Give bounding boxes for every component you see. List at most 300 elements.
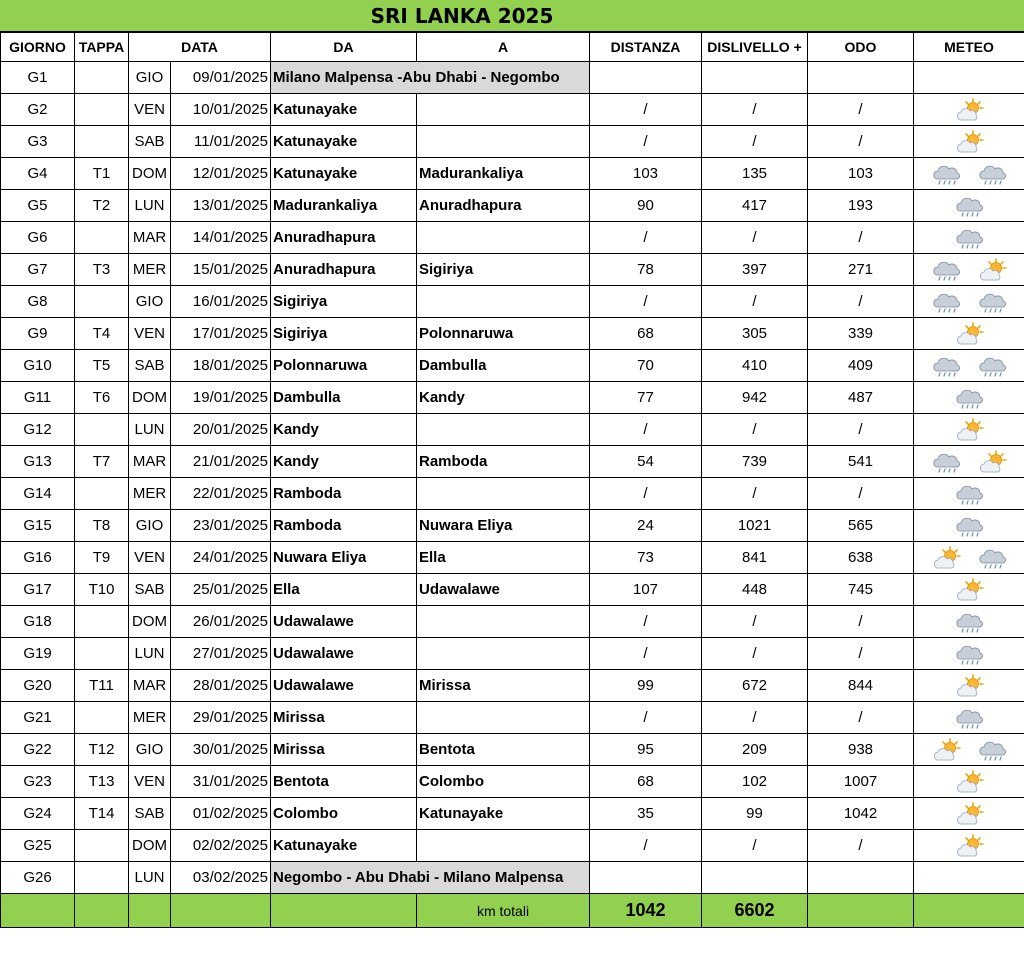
cell-weekday: MAR — [129, 670, 171, 702]
cell-da: Ramboda — [271, 478, 417, 510]
cell-weekday: SAB — [129, 574, 171, 606]
table-row — [1, 94, 1024, 126]
cell-distanza: / — [590, 414, 702, 446]
cell-weekday: SAB — [129, 798, 171, 830]
cell-meteo — [914, 574, 1024, 606]
cell-odo: / — [808, 830, 914, 862]
cell-distanza: 68 — [590, 318, 702, 350]
cell-date: 30/01/2025 — [171, 734, 271, 766]
cell-da: Udawalawe — [271, 638, 417, 670]
cell-weekday: SAB — [129, 350, 171, 382]
cell-dislivello: / — [702, 286, 808, 318]
title-bar — [0, 0, 1024, 32]
table-row — [1, 574, 1024, 606]
cell-a: Dambulla — [417, 350, 590, 382]
cell-tappa: T1 — [75, 158, 129, 190]
rain-cloud-icon — [954, 482, 984, 506]
cell-date: 23/01/2025 — [171, 510, 271, 542]
rain-cloud-icon — [931, 162, 961, 186]
cell-odo: 193 — [808, 190, 914, 222]
cell-dislivello: / — [702, 638, 808, 670]
cell-tappa — [75, 638, 129, 670]
table-row — [1, 382, 1024, 414]
table-row — [1, 126, 1024, 158]
cell-date: 22/01/2025 — [171, 478, 271, 510]
cell-weekday: MAR — [129, 446, 171, 478]
cell-giorno: G6 — [1, 222, 75, 254]
cell-distanza: 35 — [590, 798, 702, 830]
header-meteo: METEO — [914, 33, 1024, 62]
cell-tappa: T11 — [75, 670, 129, 702]
table-row — [1, 190, 1024, 222]
cell-meteo — [914, 670, 1024, 702]
cell-date: 14/01/2025 — [171, 222, 271, 254]
rain-cloud-icon — [977, 738, 1007, 762]
cell-giorno: G9 — [1, 318, 75, 350]
table-body — [1, 62, 1024, 894]
cell-giorno: G8 — [1, 286, 75, 318]
cell-weekday: MER — [129, 254, 171, 286]
sun-cloud-icon — [931, 546, 961, 570]
header-odo: ODO — [808, 33, 914, 62]
cell-odo: 565 — [808, 510, 914, 542]
cell-weekday: VEN — [129, 94, 171, 126]
cell-a: Katunayake — [417, 798, 590, 830]
cell-giorno: G24 — [1, 798, 75, 830]
cell-da: Mirissa — [271, 702, 417, 734]
cell-giorno: G5 — [1, 190, 75, 222]
cell-dislivello: / — [702, 126, 808, 158]
cell-date: 15/01/2025 — [171, 254, 271, 286]
cell-giorno: G13 — [1, 446, 75, 478]
rain-cloud-icon — [931, 290, 961, 314]
cell-dislivello: 135 — [702, 158, 808, 190]
cell-da: Kandy — [271, 446, 417, 478]
table-row — [1, 606, 1024, 638]
header-da: DA — [271, 33, 417, 62]
cell-giorno: G14 — [1, 478, 75, 510]
cell-a — [417, 606, 590, 638]
cell-distanza — [590, 862, 702, 894]
cell-meteo — [914, 190, 1024, 222]
cell-da: Kandy — [271, 414, 417, 446]
sun-cloud-icon — [954, 98, 984, 122]
cell-da: Sigiriya — [271, 318, 417, 350]
cell-da: Anuradhapura — [271, 254, 417, 286]
cell-odo: 938 — [808, 734, 914, 766]
cell-meteo — [914, 702, 1024, 734]
table-row — [1, 702, 1024, 734]
cell-weekday: DOM — [129, 158, 171, 190]
cell-odo: / — [808, 638, 914, 670]
cell-tappa — [75, 862, 129, 894]
cell-distanza: / — [590, 286, 702, 318]
cell-weekday: LUN — [129, 638, 171, 670]
cell-a — [417, 414, 590, 446]
cell-dislivello: 417 — [702, 190, 808, 222]
cell-date: 11/01/2025 — [171, 126, 271, 158]
cell-dislivello: 942 — [702, 382, 808, 414]
cell-a: Sigiriya — [417, 254, 590, 286]
cell-date: 28/01/2025 — [171, 670, 271, 702]
cell-meteo — [914, 446, 1024, 478]
sun-cloud-icon — [954, 674, 984, 698]
cell-odo: 541 — [808, 446, 914, 478]
cell-meteo — [914, 126, 1024, 158]
cell-a: Kandy — [417, 382, 590, 414]
cell-tappa — [75, 702, 129, 734]
cell-meteo — [914, 734, 1024, 766]
cell-giorno: G26 — [1, 862, 75, 894]
sun-cloud-icon — [954, 834, 984, 858]
table-row — [1, 510, 1024, 542]
cell-giorno: G10 — [1, 350, 75, 382]
cell-tappa: T5 — [75, 350, 129, 382]
cell-tappa: T4 — [75, 318, 129, 350]
cell-distanza: 70 — [590, 350, 702, 382]
cell-date: 21/01/2025 — [171, 446, 271, 478]
cell-date: 19/01/2025 — [171, 382, 271, 414]
cell-odo: / — [808, 286, 914, 318]
header-giorno: GIORNO — [1, 33, 75, 62]
cell-distanza: / — [590, 94, 702, 126]
cell-giorno: G18 — [1, 606, 75, 638]
cell-odo — [808, 862, 914, 894]
cell-giorno: G17 — [1, 574, 75, 606]
cell-da: Colombo — [271, 798, 417, 830]
table-row — [1, 350, 1024, 382]
cell-da: Udawalawe — [271, 670, 417, 702]
cell-odo: 1042 — [808, 798, 914, 830]
cell-giorno: G23 — [1, 766, 75, 798]
rain-cloud-icon — [954, 642, 984, 666]
cell-meteo — [914, 862, 1024, 894]
cell-dislivello: / — [702, 222, 808, 254]
table-row — [1, 542, 1024, 574]
cell-dislivello: / — [702, 830, 808, 862]
sun-cloud-icon — [954, 802, 984, 826]
cell-weekday: MER — [129, 478, 171, 510]
cell-a — [417, 222, 590, 254]
cell-tappa: T3 — [75, 254, 129, 286]
cell-odo: 487 — [808, 382, 914, 414]
cell-da: Madurankaliya — [271, 190, 417, 222]
header-row — [1, 33, 1024, 62]
cell-meteo — [914, 414, 1024, 446]
cell-weekday: GIO — [129, 62, 171, 94]
cell-giorno: G3 — [1, 126, 75, 158]
cell-da: Katunayake — [271, 158, 417, 190]
table-row — [1, 286, 1024, 318]
cell-tappa — [75, 606, 129, 638]
cell-dislivello: 397 — [702, 254, 808, 286]
table-row — [1, 798, 1024, 830]
cell-tappa — [75, 286, 129, 318]
cell-tappa — [75, 830, 129, 862]
table-row — [1, 734, 1024, 766]
cell-weekday: LUN — [129, 862, 171, 894]
cell-distanza: 103 — [590, 158, 702, 190]
cell-giorno: G11 — [1, 382, 75, 414]
cell-da: Bentota — [271, 766, 417, 798]
cell-route-span: Negombo - Abu Dhabi - Milano Malpensa — [271, 862, 590, 894]
header-a: A — [417, 33, 590, 62]
cell-a — [417, 638, 590, 670]
cell-odo: 339 — [808, 318, 914, 350]
rain-cloud-icon — [977, 162, 1007, 186]
cell-meteo — [914, 510, 1024, 542]
cell-weekday: VEN — [129, 318, 171, 350]
table-row — [1, 254, 1024, 286]
cell-a — [417, 126, 590, 158]
cell-distanza: / — [590, 126, 702, 158]
rain-cloud-icon — [931, 354, 961, 378]
cell-date: 24/01/2025 — [171, 542, 271, 574]
cell-giorno: G19 — [1, 638, 75, 670]
cell-distanza: 78 — [590, 254, 702, 286]
cell-giorno: G25 — [1, 830, 75, 862]
rain-cloud-icon — [977, 290, 1007, 314]
cell-tappa — [75, 126, 129, 158]
cell-a: Colombo — [417, 766, 590, 798]
cell-giorno: G20 — [1, 670, 75, 702]
cell-meteo — [914, 254, 1024, 286]
cell-a — [417, 478, 590, 510]
sun-cloud-icon — [954, 322, 984, 346]
cell-weekday: SAB — [129, 126, 171, 158]
table-row — [1, 766, 1024, 798]
rain-cloud-icon — [954, 226, 984, 250]
cell-distanza: 77 — [590, 382, 702, 414]
table-row — [1, 446, 1024, 478]
cell-a: Nuwara Eliya — [417, 510, 590, 542]
cell-a: Mirissa — [417, 670, 590, 702]
cell-distanza: 99 — [590, 670, 702, 702]
rain-cloud-icon — [977, 546, 1007, 570]
cell-giorno: G12 — [1, 414, 75, 446]
sheet-title: SRI LANKA 2025 — [370, 4, 554, 28]
cell-a: Ramboda — [417, 446, 590, 478]
cell-giorno: G1 — [1, 62, 75, 94]
cell-a: Ella — [417, 542, 590, 574]
cell-odo: 409 — [808, 350, 914, 382]
cell-dislivello: 739 — [702, 446, 808, 478]
cell-weekday: LUN — [129, 190, 171, 222]
totals-cell-empty — [271, 894, 417, 928]
cell-giorno: G2 — [1, 94, 75, 126]
cell-weekday: MER — [129, 702, 171, 734]
sun-cloud-icon — [954, 418, 984, 442]
cell-da: Polonnaruwa — [271, 350, 417, 382]
cell-tappa: T10 — [75, 574, 129, 606]
cell-a — [417, 286, 590, 318]
cell-meteo — [914, 94, 1024, 126]
table-row — [1, 830, 1024, 862]
cell-odo: / — [808, 702, 914, 734]
cell-date: 26/01/2025 — [171, 606, 271, 638]
cell-odo: / — [808, 94, 914, 126]
cell-meteo — [914, 798, 1024, 830]
cell-a: Madurankaliya — [417, 158, 590, 190]
cell-weekday: GIO — [129, 286, 171, 318]
cell-date: 01/02/2025 — [171, 798, 271, 830]
cell-distanza: / — [590, 830, 702, 862]
cell-da: Mirissa — [271, 734, 417, 766]
cell-dislivello: 1021 — [702, 510, 808, 542]
header-distanza: DISTANZA — [590, 33, 702, 62]
cell-meteo — [914, 542, 1024, 574]
cell-odo — [808, 62, 914, 94]
table-row — [1, 638, 1024, 670]
total-distance: 1042 — [590, 894, 702, 928]
cell-giorno: G7 — [1, 254, 75, 286]
cell-dislivello: 410 — [702, 350, 808, 382]
cell-tappa: T2 — [75, 190, 129, 222]
rain-cloud-icon — [954, 386, 984, 410]
cell-a: Udawalawe — [417, 574, 590, 606]
cell-meteo — [914, 158, 1024, 190]
cell-date: 18/01/2025 — [171, 350, 271, 382]
cell-odo: 638 — [808, 542, 914, 574]
cell-date: 17/01/2025 — [171, 318, 271, 350]
cell-dislivello: 305 — [702, 318, 808, 350]
cell-dislivello: / — [702, 606, 808, 638]
cell-odo: / — [808, 222, 914, 254]
totals-label: km totali — [417, 894, 590, 928]
cell-giorno: G21 — [1, 702, 75, 734]
table-row — [1, 414, 1024, 446]
cell-weekday: LUN — [129, 414, 171, 446]
cell-tappa — [75, 62, 129, 94]
cell-distanza: / — [590, 702, 702, 734]
cell-distanza: 95 — [590, 734, 702, 766]
cell-da: Ella — [271, 574, 417, 606]
totals-cell-empty — [75, 894, 129, 928]
cell-distanza: / — [590, 606, 702, 638]
cell-a — [417, 830, 590, 862]
cell-odo: / — [808, 478, 914, 510]
cell-da: Katunayake — [271, 94, 417, 126]
cell-a — [417, 702, 590, 734]
cell-distanza — [590, 62, 702, 94]
cell-odo: 1007 — [808, 766, 914, 798]
cell-dislivello: 99 — [702, 798, 808, 830]
sun-cloud-icon — [954, 770, 984, 794]
cell-distanza: 107 — [590, 574, 702, 606]
table-row — [1, 158, 1024, 190]
total-climb: 6602 — [702, 894, 808, 928]
cell-meteo — [914, 350, 1024, 382]
cell-weekday: GIO — [129, 510, 171, 542]
cell-tappa: T9 — [75, 542, 129, 574]
cell-weekday: GIO — [129, 734, 171, 766]
header-data: DATA — [129, 33, 271, 62]
sun-cloud-icon — [954, 130, 984, 154]
cell-meteo — [914, 382, 1024, 414]
totals-cell-empty — [808, 894, 914, 928]
totals-row — [1, 894, 1024, 928]
cell-da: Ramboda — [271, 510, 417, 542]
cell-weekday: MAR — [129, 222, 171, 254]
totals-cell-empty — [1, 894, 75, 928]
cell-date: 02/02/2025 — [171, 830, 271, 862]
cell-date: 03/02/2025 — [171, 862, 271, 894]
rain-cloud-icon — [954, 194, 984, 218]
totals-cell-empty — [171, 894, 271, 928]
cell-odo: / — [808, 414, 914, 446]
cell-a: Polonnaruwa — [417, 318, 590, 350]
rain-cloud-icon — [954, 706, 984, 730]
cell-da: Sigiriya — [271, 286, 417, 318]
cell-tappa: T6 — [75, 382, 129, 414]
cell-giorno: G15 — [1, 510, 75, 542]
cell-dislivello: 672 — [702, 670, 808, 702]
table-row — [1, 862, 1024, 894]
cell-tappa — [75, 414, 129, 446]
cell-dislivello: 102 — [702, 766, 808, 798]
cell-route-span: Milano Malpensa -Abu Dhabi - Negombo — [271, 62, 590, 94]
cell-dislivello — [702, 62, 808, 94]
cell-tappa: T13 — [75, 766, 129, 798]
header-tappa: TAPPA — [75, 33, 129, 62]
cell-dislivello: / — [702, 702, 808, 734]
cell-dislivello: 841 — [702, 542, 808, 574]
rain-cloud-icon — [931, 258, 961, 282]
cell-date: 20/01/2025 — [171, 414, 271, 446]
cell-date: 27/01/2025 — [171, 638, 271, 670]
sun-cloud-icon — [977, 450, 1007, 474]
cell-weekday: DOM — [129, 382, 171, 414]
cell-dislivello: 209 — [702, 734, 808, 766]
cell-odo: 271 — [808, 254, 914, 286]
cell-date: 09/01/2025 — [171, 62, 271, 94]
sun-cloud-icon — [977, 258, 1007, 282]
cell-meteo — [914, 62, 1024, 94]
cell-weekday: DOM — [129, 830, 171, 862]
cell-distanza: / — [590, 478, 702, 510]
cell-meteo — [914, 606, 1024, 638]
cell-weekday: VEN — [129, 766, 171, 798]
cell-da: Nuwara Eliya — [271, 542, 417, 574]
itinerary-table — [0, 32, 1024, 928]
cell-dislivello: / — [702, 414, 808, 446]
cell-distanza: 54 — [590, 446, 702, 478]
rain-cloud-icon — [931, 450, 961, 474]
cell-odo: / — [808, 606, 914, 638]
totals-cell-empty — [914, 894, 1024, 928]
cell-distanza: / — [590, 222, 702, 254]
cell-dislivello: / — [702, 94, 808, 126]
cell-tappa: T14 — [75, 798, 129, 830]
table-row — [1, 62, 1024, 94]
sun-cloud-icon — [954, 578, 984, 602]
cell-meteo — [914, 478, 1024, 510]
cell-da: Katunayake — [271, 126, 417, 158]
cell-odo: 844 — [808, 670, 914, 702]
cell-giorno: G4 — [1, 158, 75, 190]
cell-date: 13/01/2025 — [171, 190, 271, 222]
cell-distanza: 68 — [590, 766, 702, 798]
cell-date: 31/01/2025 — [171, 766, 271, 798]
table-row — [1, 318, 1024, 350]
cell-date: 29/01/2025 — [171, 702, 271, 734]
table-row — [1, 478, 1024, 510]
table-row — [1, 670, 1024, 702]
cell-date: 25/01/2025 — [171, 574, 271, 606]
cell-meteo — [914, 830, 1024, 862]
cell-meteo — [914, 766, 1024, 798]
cell-odo: 745 — [808, 574, 914, 606]
